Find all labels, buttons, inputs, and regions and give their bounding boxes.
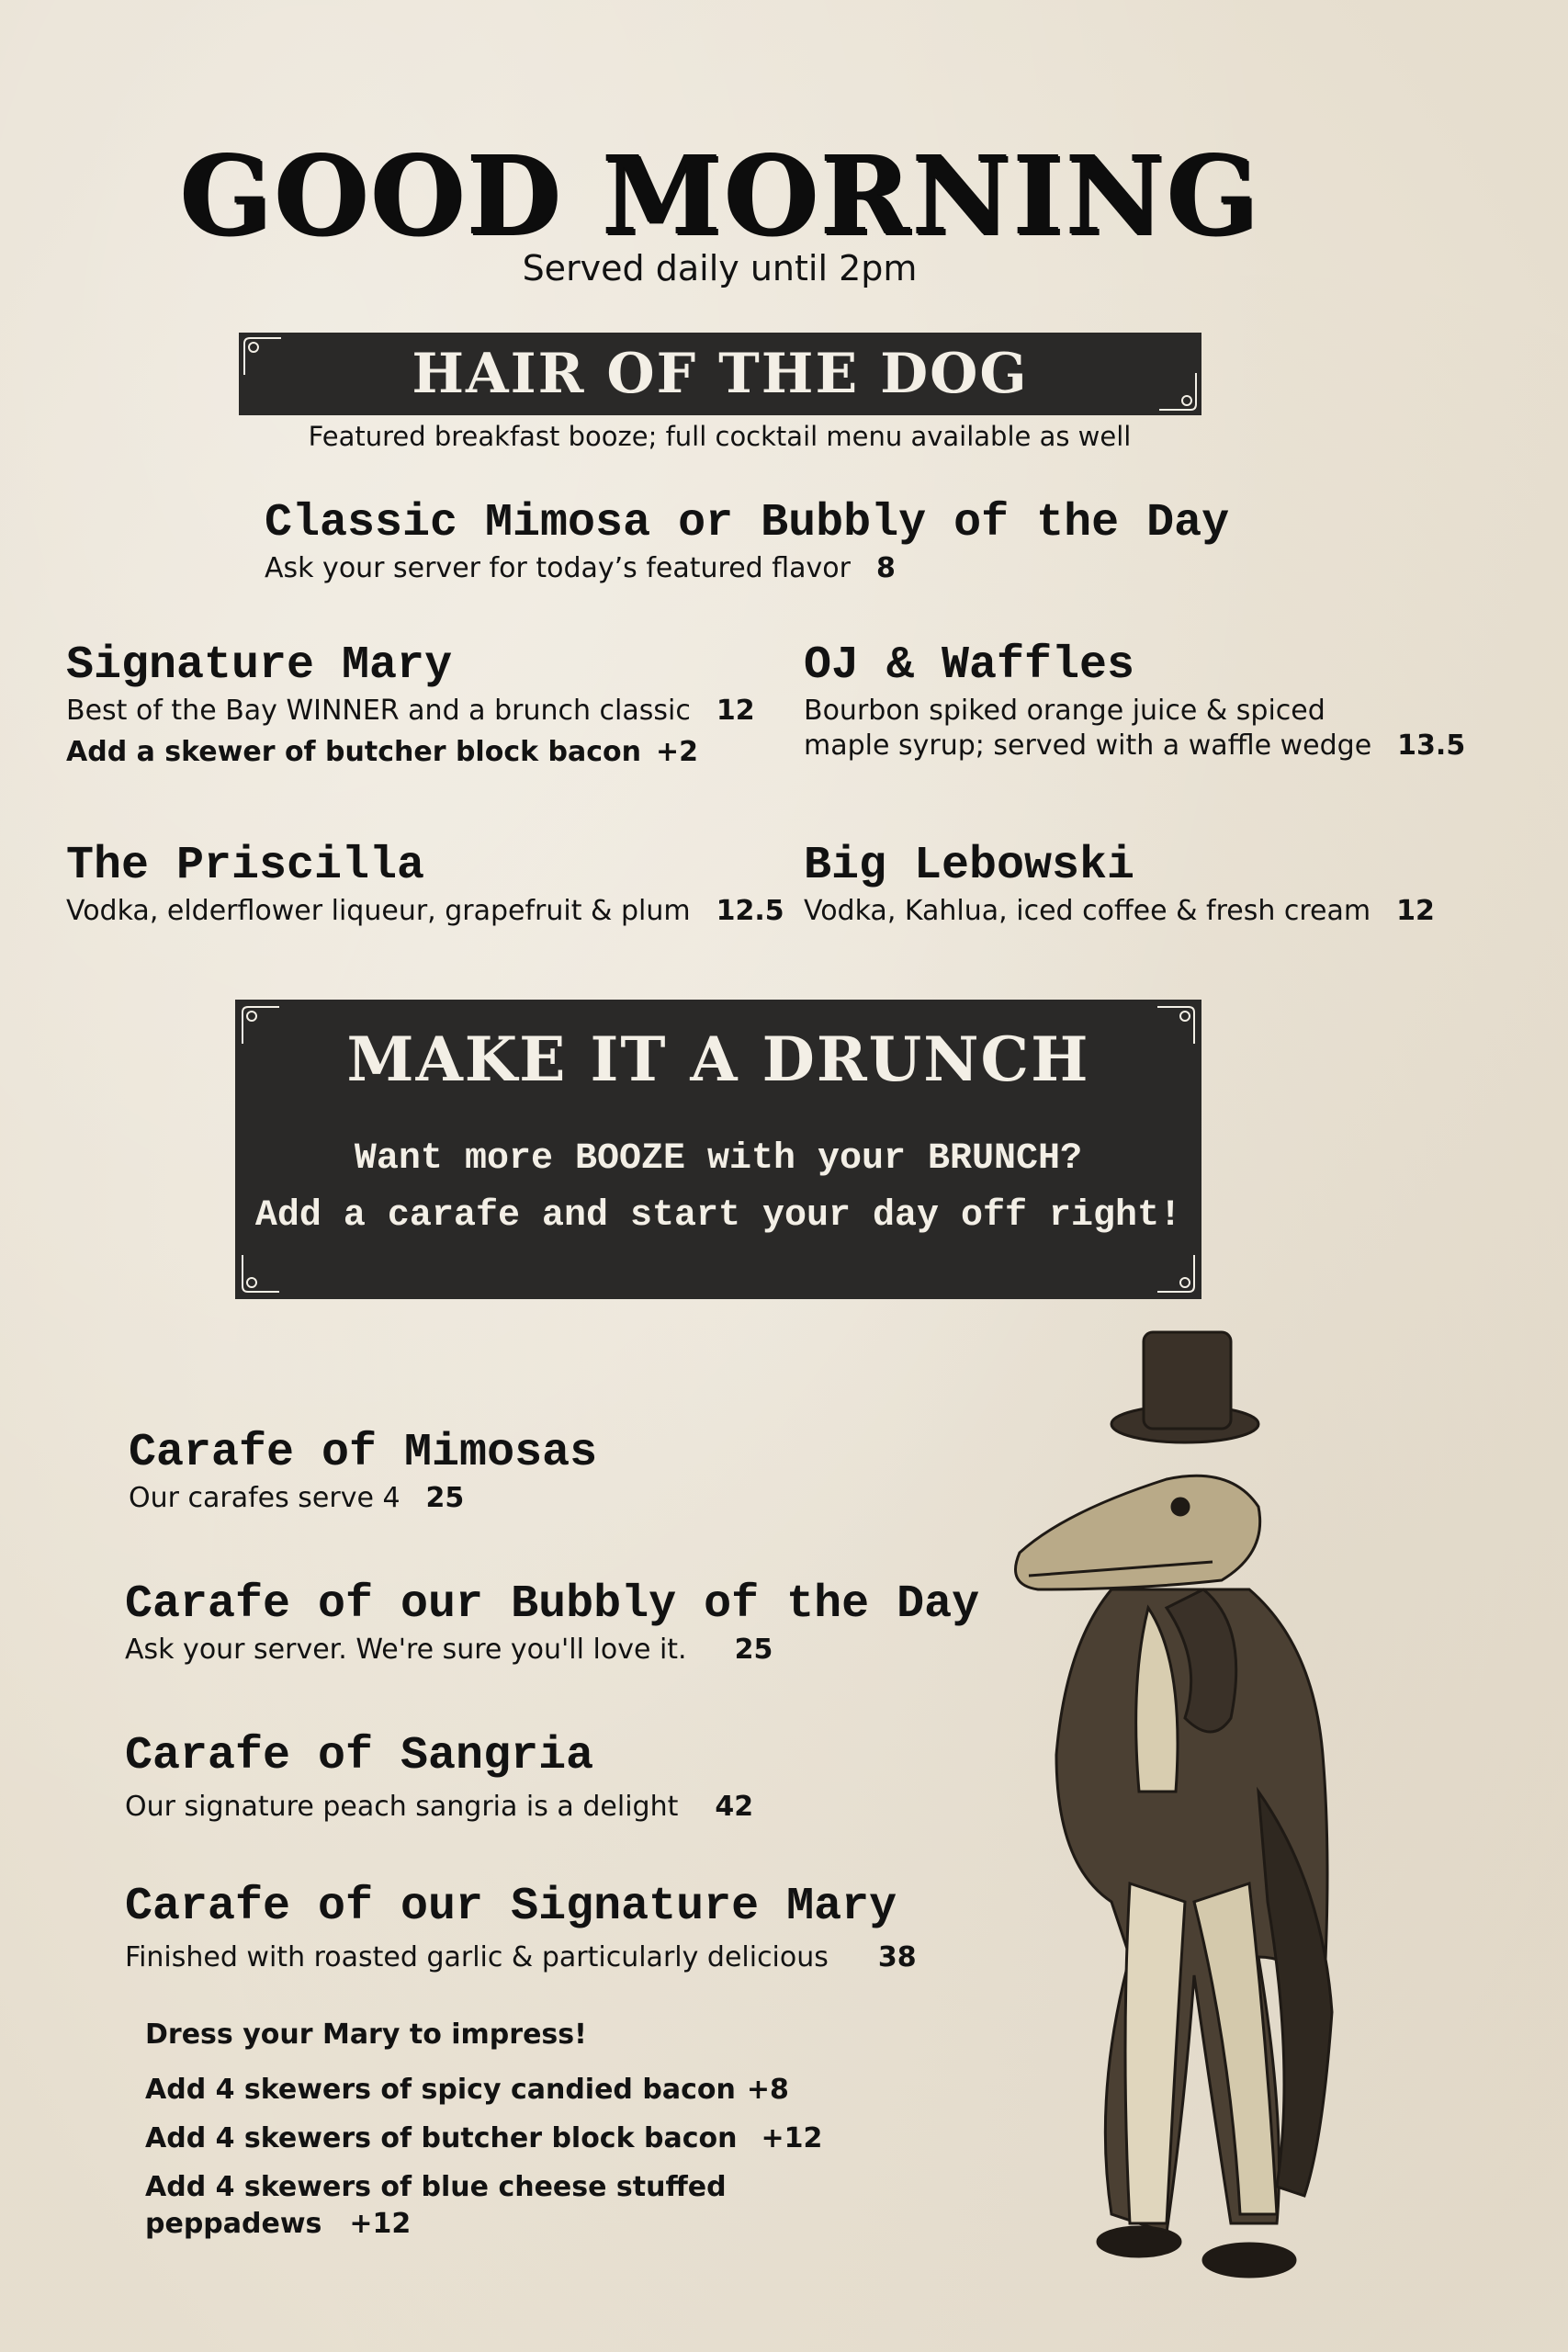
drunch-title: MAKE IT A DRUNCH	[346, 1023, 1090, 1095]
item-description: Finished with roasted garlic & particularly delicious 38	[125, 1941, 917, 1973]
carafe-item	[125, 1577, 1007, 1668]
item-description: Ask your server. We're sure you'll love it. 25	[125, 1634, 773, 1666]
item-addon: Add a skewer of butcher block bacon +2	[66, 736, 698, 768]
item-description: maple syrup; served with a waffle wedge 13.5	[804, 729, 1466, 762]
item-name: OJ & Waffles	[804, 639, 1135, 692]
item-description: Best of the Bay WINNER and a brunch classic 12	[66, 695, 755, 727]
addon-option: Add 4 skewers of blue cheese stuffed peppadews +12	[145, 2171, 727, 2240]
item-price: 13.5	[1397, 729, 1466, 762]
menu-item-oj-waffles	[804, 639, 1539, 763]
banner-title: HAIR OF THE DOG	[412, 342, 1029, 406]
item-name: Signature Mary	[66, 639, 453, 692]
corner-ornament-icon	[241, 1253, 281, 1294]
page-subtitle: Served daily until 2pm	[522, 248, 918, 288]
carafe-item	[125, 1880, 988, 1975]
item-description: Bourbon spiked orange juice & spiced	[804, 695, 1325, 727]
item-name: Classic Mimosa or Bubbly of the Day	[265, 497, 1230, 549]
corner-ornament-icon	[1157, 371, 1198, 412]
item-name: Carafe of our Bubbly of the Day	[125, 1578, 980, 1631]
item-name: Carafe of our Signature Mary	[125, 1881, 897, 1933]
drunch-line-1: Want more BOOZE with your BRUNCH?	[354, 1138, 1083, 1180]
drunch-line-2: Add a carafe and start your day off right!	[254, 1195, 1182, 1237]
dress-mary-heading: Dress your Mary to impress!	[145, 2018, 587, 2051]
item-price: 8	[875, 552, 896, 584]
item-name: Carafe of Mimosas	[129, 1427, 598, 1479]
item-price: 38	[877, 1941, 917, 1973]
item-description: Our carafes serve 4 25	[129, 1482, 465, 1514]
corner-ornament-icon	[243, 336, 283, 377]
item-description: Vodka, Kahlua, iced coffee & fresh cream 12	[804, 895, 1435, 927]
item-description: Ask your server for today’s featured flavor 8	[265, 552, 896, 584]
page-title: GOOD MORNING	[179, 131, 1260, 259]
item-description: Vodka, elderflower liqueur, grapefruit & plum 12.5	[66, 895, 784, 927]
menu-item-featured	[265, 496, 1367, 586]
item-price: 42	[715, 1791, 754, 1823]
item-description: Our signature peach sangria is a delight 42	[125, 1791, 754, 1823]
dapper-crocodile-illustration	[955, 1314, 1387, 2306]
item-price: 12	[716, 695, 755, 727]
dress-mary-section	[145, 2017, 953, 2243]
item-price: 25	[734, 1634, 773, 1666]
item-price: 12.5	[716, 895, 784, 927]
menu-item-signature-mary	[66, 639, 764, 771]
item-price: 25	[425, 1482, 465, 1514]
item-name: Carafe of Sangria	[125, 1730, 594, 1782]
carafe-item	[129, 1426, 955, 1516]
banner-note: Featured breakfast booze; full cocktail menu available as well	[308, 421, 1132, 452]
item-name: The Priscilla	[66, 840, 425, 892]
hair-of-the-dog-banner	[239, 333, 1201, 415]
item-name: Big Lebowski	[804, 840, 1135, 892]
drunch-box	[235, 1000, 1201, 1299]
carafe-item	[125, 1729, 952, 1825]
addon-option: Add 4 skewers of butcher block bacon +12	[145, 2122, 823, 2154]
item-price: 12	[1396, 895, 1435, 927]
addon-option: Add 4 skewers of spicy candied bacon +8	[145, 2074, 789, 2106]
menu-item-priscilla	[66, 839, 801, 929]
corner-ornament-icon	[1156, 1253, 1196, 1294]
menu-item-big-lebowski	[804, 839, 1539, 929]
